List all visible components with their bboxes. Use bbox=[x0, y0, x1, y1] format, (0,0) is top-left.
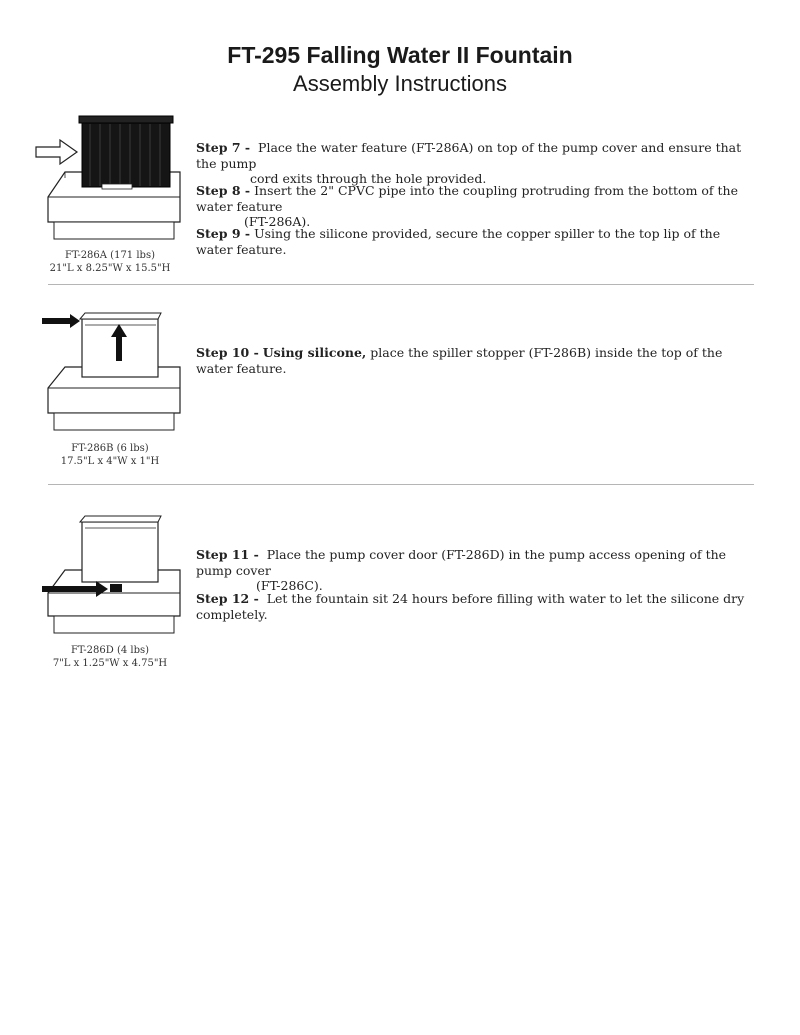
step-label: Step 8 - bbox=[196, 183, 251, 198]
part-weight: FT-286A (171 lbs) bbox=[65, 250, 155, 261]
section-divider bbox=[48, 484, 754, 485]
step-7 bbox=[196, 140, 756, 187]
step-label: Step 11 - bbox=[196, 547, 259, 562]
step-label: Step 9 - bbox=[196, 226, 251, 241]
step-text: Let the fountain sit 24 hours before filling with water to let the silicone dry completely. bbox=[196, 591, 745, 622]
step-label: Step 12 - bbox=[196, 591, 259, 606]
part-weight: FT-286B (6 lbs) bbox=[71, 443, 149, 454]
part-dimensions: 17.5"L x 4"W x 1"H bbox=[60, 456, 160, 467]
document-title: FT-295 Falling Water II Fountain bbox=[227, 42, 573, 68]
step-text-continued: cord exits through the hole provided. bbox=[250, 171, 487, 186]
section-divider bbox=[48, 284, 754, 285]
step-11 bbox=[196, 547, 756, 594]
part-caption bbox=[40, 442, 180, 468]
step-text: Place the pump cover door (FT-286D) in the pump access opening of the pump cover bbox=[196, 547, 727, 578]
pump-cover-door-illustration bbox=[30, 510, 190, 645]
part-caption bbox=[40, 249, 180, 275]
step-9 bbox=[196, 226, 756, 257]
step-text-continued: (FT-286A). bbox=[244, 214, 311, 229]
step-8 bbox=[196, 183, 756, 230]
water-feature-placement-illustration bbox=[30, 112, 190, 247]
step-text: Place the water feature (FT-286A) on top of the pump cover and ensure that the pump bbox=[196, 140, 742, 171]
part-dimensions: 7"L x 1.25"W x 4.75"H bbox=[52, 658, 168, 669]
solid-arrow-right-icon bbox=[42, 314, 80, 328]
step-text-continued: (FT-286C). bbox=[256, 578, 323, 593]
step-text: Using the silicone provided, secure the copper spiller to the top lip of the water feature. bbox=[196, 226, 721, 257]
step-label: Step 10 - bbox=[196, 345, 259, 360]
step-emphasis: Using silicone, bbox=[262, 345, 367, 360]
outline-arrow-icon bbox=[36, 140, 77, 164]
spiller-stopper-illustration bbox=[30, 305, 190, 440]
step-text: place the spiller stopper (FT-286B) inside the top of the water feature. bbox=[196, 345, 723, 376]
part-caption bbox=[40, 644, 180, 670]
step-text: Insert the 2" CPVC pipe into the coupling protruding from the bottom of the water feature bbox=[196, 183, 738, 214]
step-label: Step 7 - bbox=[196, 140, 251, 155]
part-dimensions: 21"L x 8.25"W x 15.5"H bbox=[49, 263, 171, 274]
step-12 bbox=[196, 591, 756, 622]
step-10 bbox=[196, 345, 756, 376]
part-weight: FT-286D (4 lbs) bbox=[70, 645, 150, 656]
document-subtitle: Assembly Instructions bbox=[293, 71, 507, 96]
